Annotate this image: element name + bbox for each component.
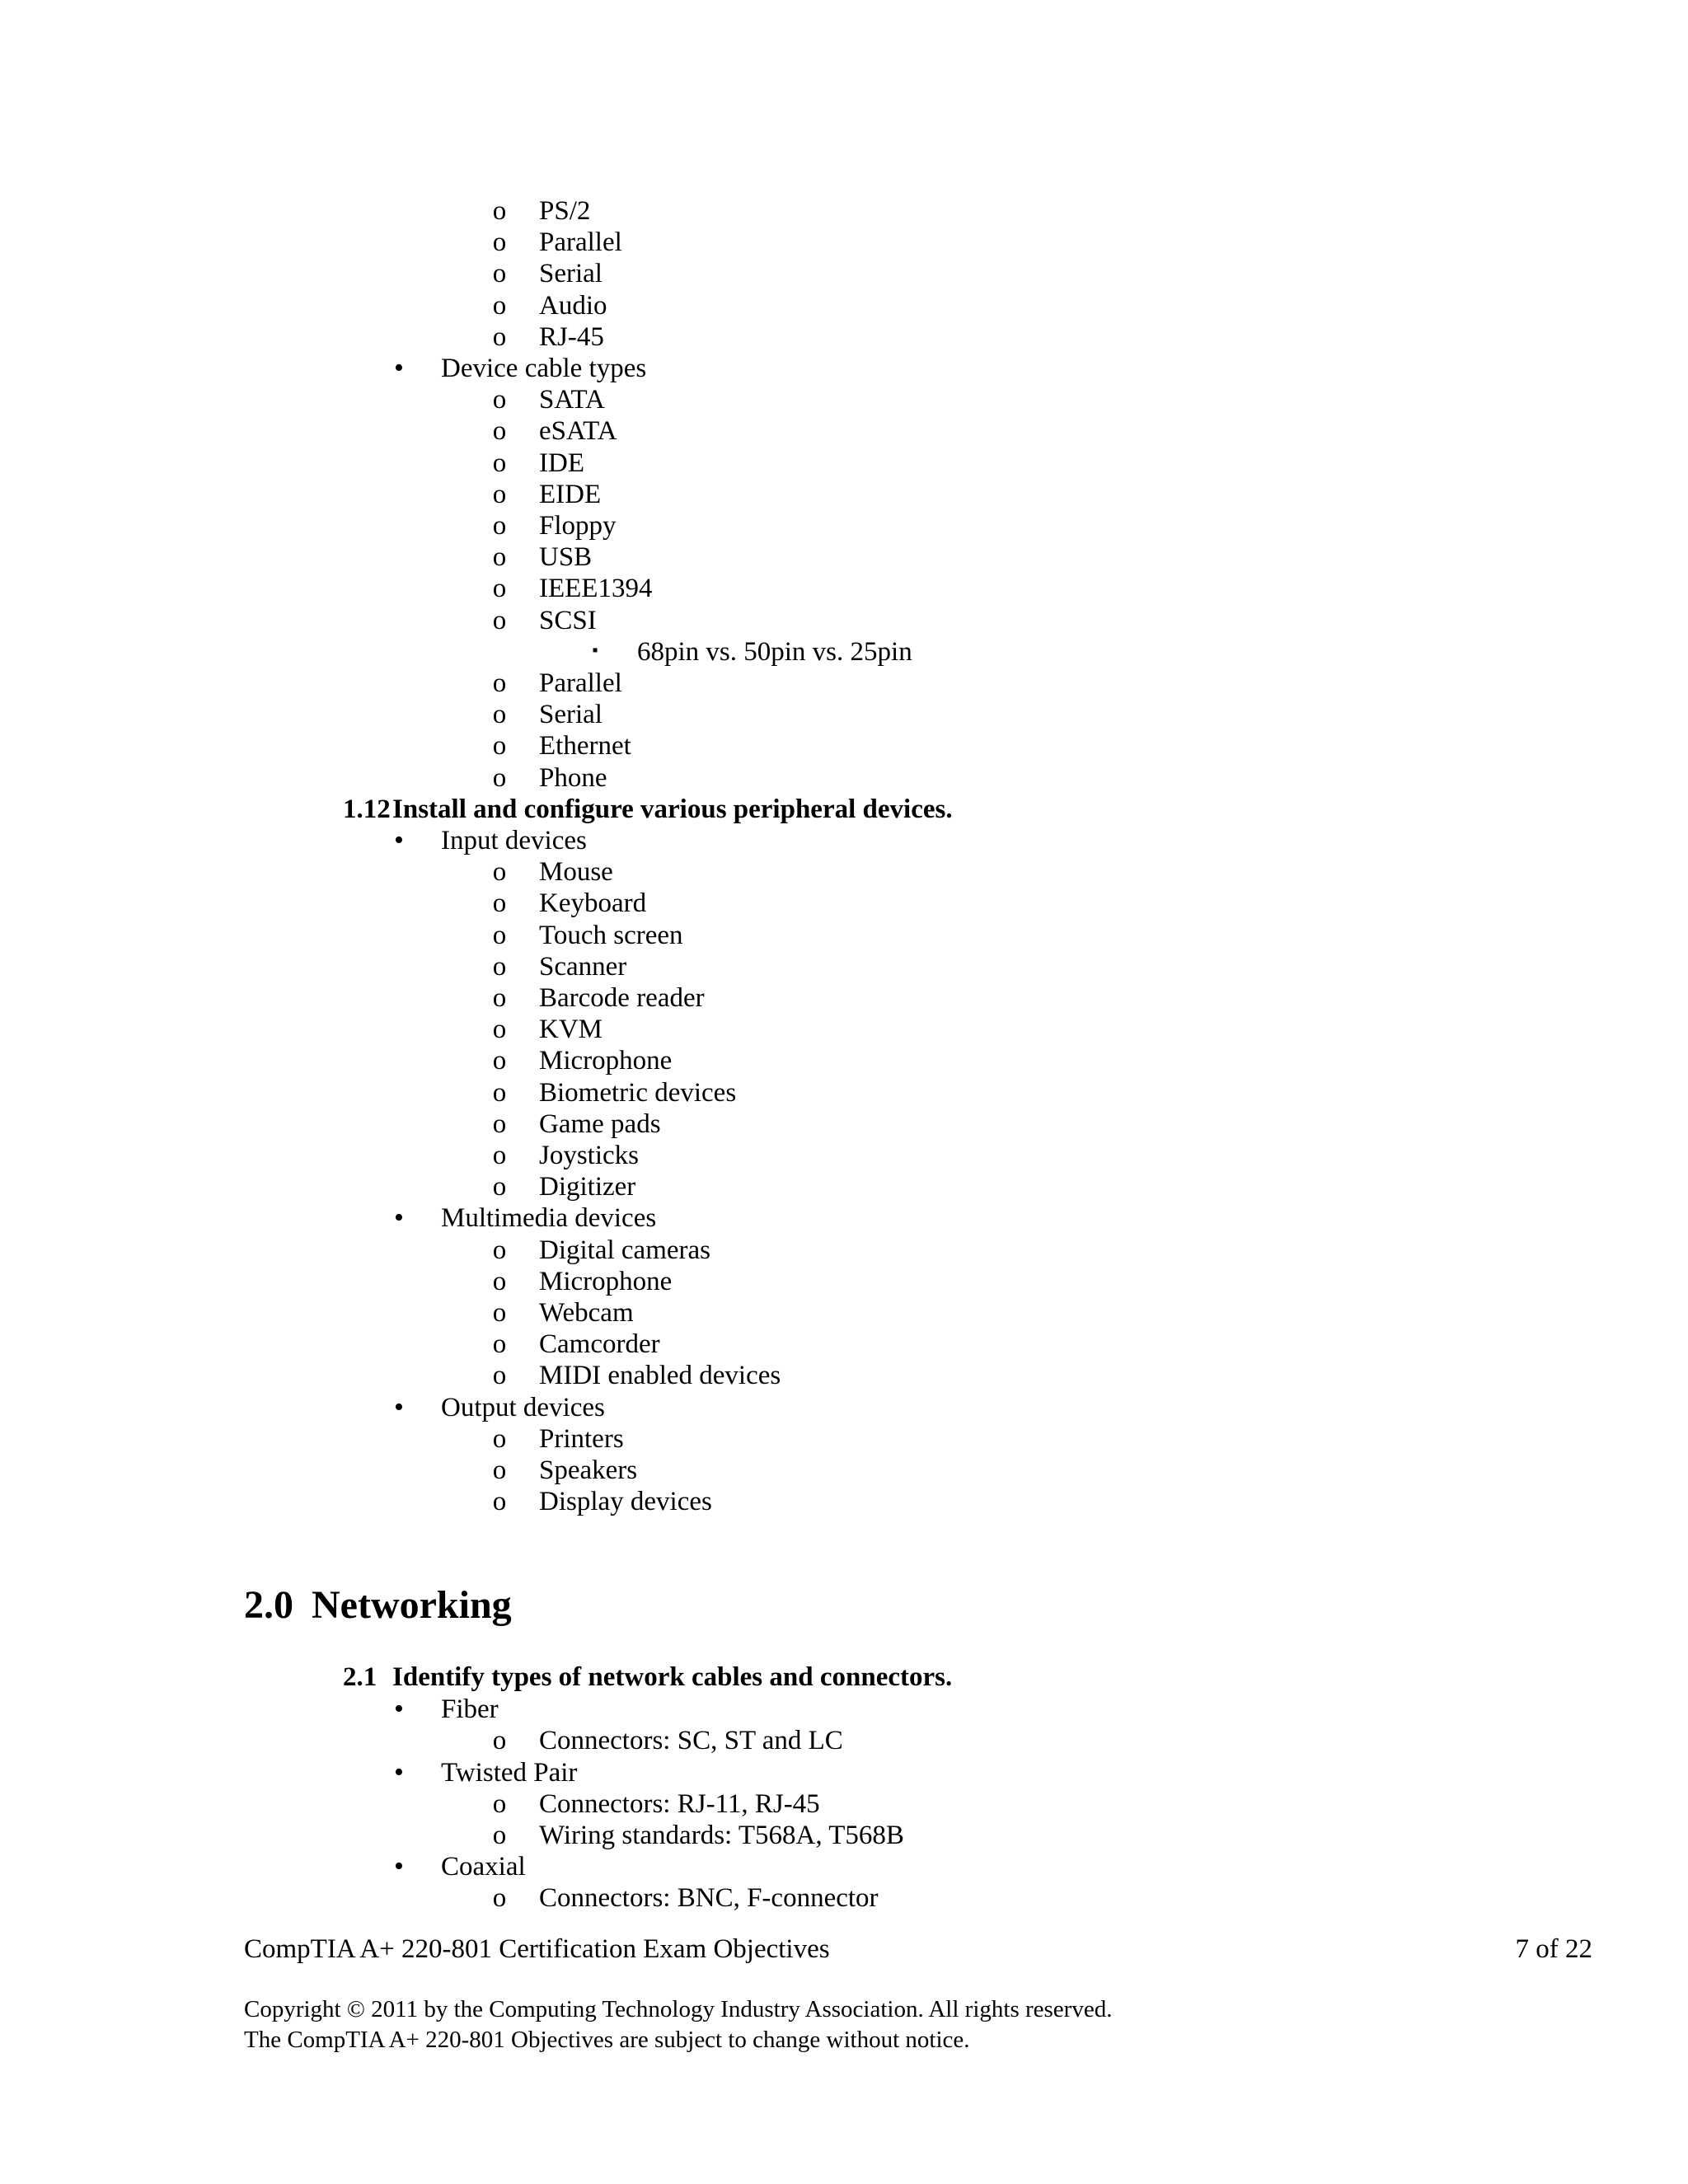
section-number: 2.0 xyxy=(244,1583,293,1627)
list-item-text: Connectors: RJ-11, RJ-45 xyxy=(539,1788,820,1819)
list-item-text: Barcode reader xyxy=(539,983,705,1013)
circle-bullet-icon: o xyxy=(492,385,507,415)
list-item-text: Serial xyxy=(539,259,603,289)
circle-bullet-icon: o xyxy=(492,1821,507,1850)
circle-bullet-icon: o xyxy=(492,1788,507,1819)
circle-bullet-icon: o xyxy=(492,511,507,541)
circle-bullet-icon: o xyxy=(492,290,507,321)
objective-number: 1.12 xyxy=(343,794,391,824)
circle-bullet-icon: o xyxy=(492,1235,507,1265)
list-item-text: Biometric devices xyxy=(539,1077,737,1108)
list-item-text: Multimedia devices xyxy=(441,1203,657,1234)
list-item-text: Display devices xyxy=(539,1487,712,1517)
list-item-text: Connectors: BNC, F-connector xyxy=(539,1883,879,1914)
circle-bullet-icon: o xyxy=(492,1329,507,1360)
list-item-text: Keyboard xyxy=(539,888,647,919)
list-item-text: EIDE xyxy=(539,479,602,509)
list-item-text: Microphone xyxy=(539,1046,673,1076)
circle-bullet-icon: o xyxy=(492,227,507,258)
bullet-icon: • xyxy=(394,1694,404,1725)
circle-bullet-icon: o xyxy=(492,1172,507,1202)
circle-bullet-icon: o xyxy=(492,1108,507,1139)
list-item-text: Digitizer xyxy=(539,1172,636,1202)
list-item-text: Parallel xyxy=(539,227,622,258)
circle-bullet-icon: o xyxy=(492,542,507,573)
list-item-text: Audio xyxy=(539,290,607,321)
circle-bullet-icon: o xyxy=(492,574,507,604)
list-item-text: Game pads xyxy=(539,1108,661,1139)
circle-bullet-icon: o xyxy=(492,1455,507,1485)
objective-title: Identify types of network cables and connectors. xyxy=(392,1662,953,1692)
list-item-text: Touch screen xyxy=(539,920,683,950)
circle-bullet-icon: o xyxy=(492,731,507,762)
list-item-text: Twisted Pair xyxy=(441,1757,578,1788)
circle-bullet-icon: o xyxy=(492,857,507,888)
bullet-icon: • xyxy=(394,1391,404,1422)
circle-bullet-icon: o xyxy=(492,700,507,730)
circle-bullet-icon: o xyxy=(492,321,507,352)
footer-title: CompTIA A+ 220-801 Certification Exam Objectives xyxy=(244,1934,830,1964)
list-item-text: Ethernet xyxy=(539,731,631,762)
copyright-line-1: Copyright © 2011 by the Computing Technology Industry Association. All rights reserved. xyxy=(244,1996,1113,2022)
list-item-text: 68pin vs. 50pin vs. 25pin xyxy=(637,636,912,667)
circle-bullet-icon: o xyxy=(492,448,507,478)
list-item-text: Wiring standards: T568A, T568B xyxy=(539,1821,904,1850)
circle-bullet-icon: o xyxy=(492,196,507,226)
circle-bullet-icon: o xyxy=(492,1266,507,1296)
list-item-text: Digital cameras xyxy=(539,1235,710,1265)
bullet-icon: • xyxy=(394,353,404,383)
circle-bullet-icon: o xyxy=(492,888,507,919)
circle-bullet-icon: o xyxy=(492,479,507,509)
circle-bullet-icon: o xyxy=(492,1726,507,1756)
page-number: 7 of 22 xyxy=(1515,1934,1592,1964)
list-item-text: RJ-45 xyxy=(539,321,604,352)
list-item-text: Speakers xyxy=(539,1455,638,1485)
circle-bullet-icon: o xyxy=(492,1298,507,1328)
circle-bullet-icon: o xyxy=(492,416,507,447)
list-item-text: SCSI xyxy=(539,605,597,635)
list-item-text: Fiber xyxy=(441,1694,499,1725)
list-item-text: IDE xyxy=(539,448,584,478)
objective-2-1-heading xyxy=(343,1661,952,1693)
list-item-text: Printers xyxy=(539,1423,624,1454)
list-item-text: Phone xyxy=(539,762,607,793)
circle-bullet-icon: o xyxy=(492,1361,507,1391)
copyright-line-2: The CompTIA A+ 220-801 Objectives are subject to change without notice. xyxy=(244,2027,970,2053)
list-item-text: USB xyxy=(539,542,593,573)
circle-bullet-icon: o xyxy=(492,1046,507,1076)
list-item-text: Microphone xyxy=(539,1266,673,1296)
circle-bullet-icon: o xyxy=(492,1141,507,1170)
list-item-text: Coaxial xyxy=(441,1852,526,1882)
list-item-text: Connectors: SC, ST and LC xyxy=(539,1726,843,1756)
bullet-icon: • xyxy=(394,1851,404,1882)
list-item-text: Floppy xyxy=(539,511,617,541)
objective-title: Install and configure various peripheral devices. xyxy=(392,794,953,824)
circle-bullet-icon: o xyxy=(492,259,507,289)
list-item-text: eSATA xyxy=(539,416,617,447)
list-item-text: Webcam xyxy=(539,1298,634,1328)
circle-bullet-icon: o xyxy=(492,920,507,950)
circle-bullet-icon: o xyxy=(492,762,507,793)
bullet-icon: • xyxy=(394,825,404,855)
list-item-text: IEEE1394 xyxy=(539,574,653,604)
list-item-text: MIDI enabled devices xyxy=(539,1361,781,1391)
list-item-text: PS/2 xyxy=(539,196,591,226)
circle-bullet-icon: o xyxy=(492,1423,507,1454)
list-item-text: Device cable types xyxy=(441,354,647,383)
circle-bullet-icon: o xyxy=(492,1487,507,1517)
section-title: Networking xyxy=(312,1583,512,1627)
square-bullet-icon: ▪ xyxy=(592,640,598,659)
list-item-text: Scanner xyxy=(539,951,627,982)
list-item-text: Mouse xyxy=(539,857,613,888)
circle-bullet-icon: o xyxy=(492,1883,507,1914)
circle-bullet-icon: o xyxy=(492,1077,507,1108)
list-item-text: Output devices xyxy=(441,1392,605,1422)
list-item-text: Parallel xyxy=(539,668,622,698)
list-item-text: KVM xyxy=(539,1015,603,1045)
section-heading xyxy=(244,1582,512,1629)
circle-bullet-icon: o xyxy=(492,1015,507,1045)
list-item-text: SATA xyxy=(539,385,605,415)
objective-number: 2.1 xyxy=(343,1662,377,1692)
bullet-icon: • xyxy=(394,1756,404,1788)
list-item-text: Joysticks xyxy=(539,1141,640,1170)
list-item-text: Serial xyxy=(539,700,603,730)
circle-bullet-icon: o xyxy=(492,983,507,1013)
list-item-text: Camcorder xyxy=(539,1329,660,1360)
list-item-text: Input devices xyxy=(441,826,587,855)
circle-bullet-icon: o xyxy=(492,668,507,698)
bullet-icon: • xyxy=(394,1202,404,1234)
objective-1-12-heading xyxy=(343,794,953,825)
circle-bullet-icon: o xyxy=(492,951,507,982)
circle-bullet-icon: o xyxy=(492,605,507,635)
